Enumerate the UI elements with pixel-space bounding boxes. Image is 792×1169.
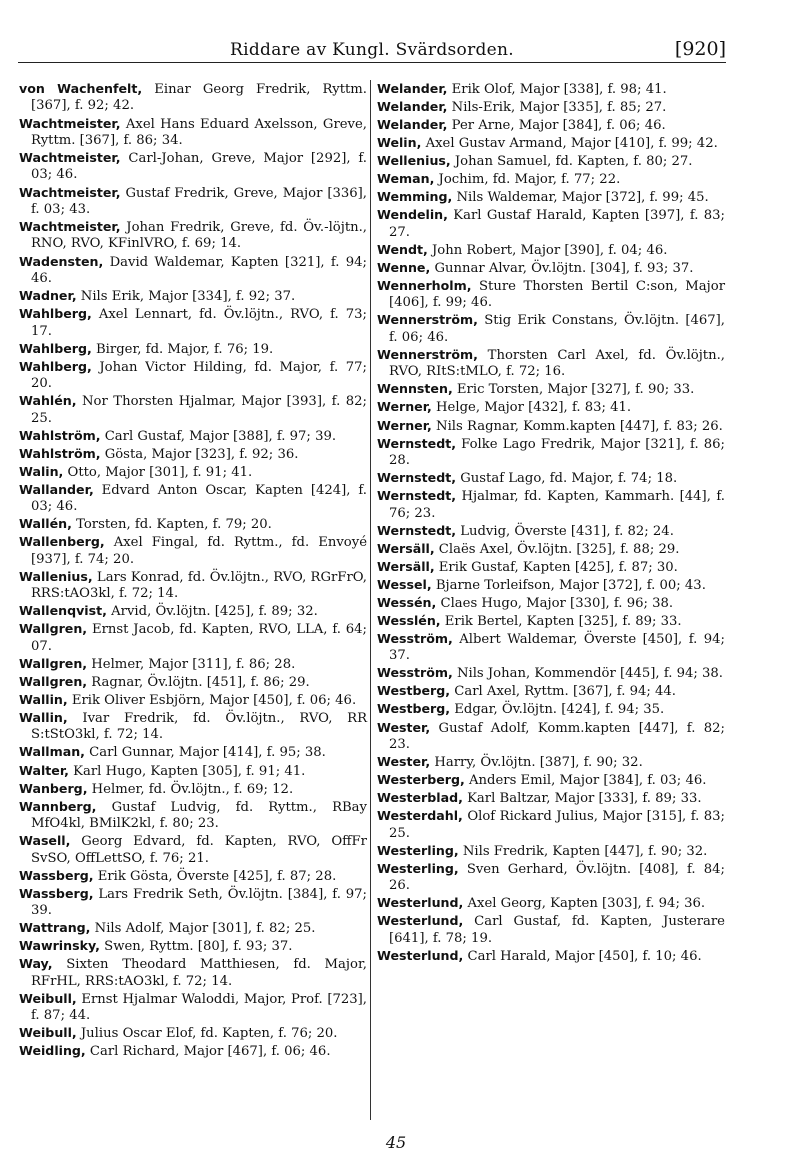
register-entry: [377, 631, 725, 665]
entry-surname: Wennerström,: [377, 312, 478, 328]
entry-details: Axel Fingal, fd. Ryttm., fd. Envoyé [937], f. 74; 20.: [31, 535, 367, 567]
register-entry: [19, 359, 367, 393]
register-entry: [377, 948, 725, 965]
register-entry: [19, 692, 367, 709]
column-divider: [370, 80, 371, 1120]
register-entry: [19, 288, 367, 305]
entry-surname: Wallman,: [19, 744, 85, 760]
register-entry: [377, 260, 725, 277]
register-entry: [19, 656, 367, 673]
entry-details: Lars Fredrik Seth, Öv.löjtn. [384], f. 97; 39.: [31, 886, 367, 919]
entry-surname: Wahlén,: [19, 393, 77, 409]
entry-surname: Welander,: [377, 99, 448, 115]
register-entry: [377, 595, 725, 612]
register-entry: [377, 189, 725, 206]
register-entry: [377, 843, 725, 860]
entry-details: Erik Oliver Esbjörn, Major [450], f. 06; 46.: [67, 692, 357, 708]
entry-details: Nils Erik, Major [334], f. 92; 37.: [76, 289, 296, 304]
entry-surname: Wesslén,: [377, 612, 441, 628]
entry-surname: Wennerholm,: [377, 277, 472, 293]
entry-details: Helge, Major [432], f. 83; 41.: [431, 400, 632, 416]
entry-details: Gustaf Adolf, Komm.kapten [447], f. 82; 23.: [389, 720, 725, 752]
entry-surname: Wahlberg,: [19, 358, 92, 374]
register-entry: [377, 418, 725, 435]
register-entry: [19, 534, 367, 568]
entry-details: Lars Konrad, fd. Öv.löjtn., RVO, RGrFrO, RRS:tAO3kl, f. 72; 14.: [31, 569, 367, 602]
entry-details: Gustaf Fredrik, Greve, Major [336], f. 03; 43.: [31, 185, 367, 217]
entry-details: Claes Hugo, Major [330], f. 96; 38.: [436, 595, 674, 611]
entry-surname: Wallin,: [19, 691, 68, 707]
entry-details: Nils-Erik, Major [335], f. 85; 27.: [447, 100, 667, 116]
entry-surname: Wasell,: [19, 833, 71, 849]
register-entry: [377, 559, 725, 576]
entry-surname: Wellenius,: [377, 153, 451, 169]
entry-surname: Wesström,: [377, 630, 453, 646]
entry-surname: Wennsten,: [377, 381, 453, 397]
register-entry: [19, 516, 367, 533]
entry-surname: Wahlström,: [19, 445, 101, 461]
entry-details: Sture Thorsten Bertil C:son, Major [406], f. 99; 46.: [389, 278, 725, 311]
register-entry: [19, 341, 367, 358]
register-entry: [19, 938, 367, 955]
entry-details: Ludvig, Överste [431], f. 82; 24.: [456, 523, 674, 539]
register-entry: [19, 763, 367, 780]
entry-details: Nils Adolf, Major [301], f. 82; 25.: [90, 921, 316, 937]
entry-details: David Waldemar, Kapten [321], f. 94; 46.: [31, 254, 367, 286]
entry-surname: Wersäll,: [377, 540, 435, 556]
entry-details: Julius Oscar Elof, fd. Kapten, f. 76; 20.: [76, 1026, 338, 1042]
entry-details: Gustaf Ludvig, fd. Ryttm., RBay MfO4kl, BMilK2kl, f. 80; 23.: [31, 799, 367, 832]
register-entry: [377, 577, 725, 594]
entry-details: Sixten Theodard Matthiesen, fd. Major, RFrHL, RRS:tAO3kl, f. 72; 14.: [31, 957, 367, 989]
entry-details: Nils Ragnar, Komm.kapten [447], f. 83; 26.: [431, 418, 723, 434]
register-entry: [377, 207, 725, 241]
entry-surname: Wallin,: [19, 709, 68, 725]
entry-details: Ragnar, Öv.löjtn. [451], f. 86; 29.: [87, 674, 310, 690]
register-entry: [377, 523, 725, 540]
register-entry: [377, 772, 725, 789]
entry-surname: Wessel,: [377, 576, 432, 592]
entry-surname: Wendt,: [377, 241, 428, 257]
entry-details: Ernst Jacob, fd. Kapten, RVO, LLA, f. 64; 07.: [31, 622, 367, 654]
register-entry: [377, 381, 725, 398]
entry-details: Carl Richard, Major [467], f. 06; 46.: [85, 1044, 331, 1060]
entry-surname: Westberg,: [377, 683, 451, 699]
entry-details: Karl Baltzar, Major [333], f. 89; 33.: [462, 791, 702, 807]
register-entry: [19, 956, 367, 990]
entry-surname: Wallgren,: [19, 621, 88, 637]
register-entry: [377, 117, 725, 134]
running-header: [18, 34, 726, 63]
entry-surname: Wallgren,: [19, 655, 88, 671]
entry-surname: Wattrang,: [19, 920, 91, 936]
register-entry: [377, 613, 725, 630]
entry-details: Nils Johan, Kommendör [445], f. 94; 38.: [452, 666, 723, 682]
entry-surname: Westerlund,: [377, 947, 464, 963]
entry-surname: Way,: [19, 956, 53, 972]
entry-surname: Werner,: [377, 399, 432, 415]
entry-surname: Westberg,: [377, 701, 451, 717]
entry-details: Karl Hugo, Kapten [305], f. 91; 41.: [68, 763, 306, 779]
register-entry: [377, 242, 725, 259]
entry-surname: Wannberg,: [19, 798, 97, 814]
entry-surname: Wassberg,: [19, 885, 94, 901]
entry-details: Carl Gustaf, Major [388], f. 97; 39.: [100, 428, 337, 444]
entry-surname: Welin,: [377, 135, 422, 151]
register-entry: [19, 185, 367, 219]
entry-surname: Walin,: [19, 463, 64, 479]
register-entry: [377, 347, 725, 381]
entry-details: Anders Emil, Major [384], f. 03; 46.: [464, 773, 707, 789]
entry-surname: Wawrinsky,: [19, 938, 100, 954]
register-entry: [19, 393, 367, 427]
page-footer-number: 45: [385, 1133, 407, 1152]
entry-surname: Weibull,: [19, 1025, 77, 1041]
register-entry: [377, 754, 725, 771]
register-entry: [377, 171, 725, 188]
entry-surname: Wallén,: [19, 516, 72, 532]
entry-surname: Wahlström,: [19, 427, 101, 443]
register-entry: [19, 710, 367, 744]
entry-surname: Wester,: [377, 754, 431, 770]
register-entry: [377, 312, 725, 346]
register-entry: [19, 81, 367, 115]
entry-details: Eric Torsten, Major [327], f. 90; 33.: [452, 382, 695, 398]
register-entry: [19, 920, 367, 937]
entry-details: Birger, fd. Major, f. 76; 19.: [91, 341, 274, 357]
entry-details: Claës Axel, Öv.löjtn. [325], f. 88; 29.: [434, 541, 680, 557]
entry-surname: Westerlund,: [377, 913, 464, 929]
entry-surname: Wachtmeister,: [19, 115, 121, 131]
register-entry: [377, 436, 725, 470]
entry-surname: Wahlberg,: [19, 306, 92, 322]
register-entry: [19, 833, 367, 867]
page-title: Riddare av Kungl. Svärdsorden.: [230, 40, 514, 60]
register-entry: [19, 1043, 367, 1060]
register-entry: [377, 278, 725, 312]
entry-details: Otto, Major [301], f. 91; 41.: [63, 464, 253, 480]
entry-details: Sven Gerhard, Öv.löjtn. [408], f. 84; 26.: [389, 861, 725, 894]
register-entry: [19, 868, 367, 885]
entry-details: Johan Victor Hilding, fd. Major, f. 77; 20.: [31, 359, 367, 392]
entry-details: Erik Bertel, Kapten [325], f. 89; 33.: [440, 613, 682, 629]
entry-details: Carl-Johan, Greve, Major [292], f. 03; 46.: [31, 151, 367, 183]
entry-surname: Wennerström,: [377, 346, 478, 362]
entry-details: Helmer, Major [311], f. 86; 28.: [87, 656, 296, 672]
register-entry: [19, 254, 367, 288]
entry-surname: Wanberg,: [19, 780, 88, 796]
register-entry: [19, 781, 367, 798]
entry-details: Folke Lago Fredrik, Major [321], f. 86; 28.: [389, 436, 725, 469]
entry-details: Erik Gustaf, Kapten [425], f. 87; 30.: [434, 559, 678, 575]
register-entry: [19, 674, 367, 691]
entry-details: Carl Harald, Major [450], f. 10; 46.: [463, 948, 702, 964]
register-entry: [19, 464, 367, 481]
entry-details: Harry, Öv.löjtn. [387], f. 90; 32.: [430, 755, 643, 771]
entry-details: Einar Georg Fredrik, Ryttm. [367], f. 92; 42.: [31, 82, 367, 114]
entry-details: Axel Lennart, fd. Öv.löjtn., RVO, f. 73; 17.: [31, 307, 367, 339]
entry-surname: Wenne,: [377, 259, 431, 275]
entry-surname: Werner,: [377, 417, 432, 433]
register-entry: [19, 150, 367, 184]
entry-details: Olof Rickard Julius, Major [315], f. 83; 25.: [389, 809, 725, 841]
entry-details: Axel Gustav Armand, Major [410], f. 99; 42.: [421, 136, 718, 152]
entry-surname: Wadner,: [19, 288, 77, 303]
register-entry: [377, 470, 725, 487]
register-entry: [19, 799, 367, 833]
entry-surname: Westerblad,: [377, 790, 463, 806]
register-entry: [19, 482, 367, 516]
entry-details: Stig Erik Constans, Öv.löjtn. [467], f. 06; 46.: [389, 313, 725, 345]
entry-surname: Wemming,: [377, 189, 453, 205]
entry-surname: Wallenius,: [19, 568, 93, 584]
register-entry: [19, 116, 367, 150]
entry-details: Axel Hans Eduard Axelsson, Greve, Ryttm. [367], f. 86; 34.: [31, 116, 367, 148]
entry-details: Edgar, Öv.löjtn. [424], f. 94; 35.: [450, 702, 665, 718]
entry-details: Jochim, fd. Major, f. 77; 22.: [434, 172, 621, 188]
entry-details: Per Arne, Major [384], f. 06; 46.: [447, 118, 666, 134]
entry-details: Helmer, fd. Öv.löjtn., f. 69; 12.: [87, 781, 294, 797]
entry-surname: von Wachenfelt,: [19, 81, 143, 96]
entry-surname: Wachtmeister,: [19, 184, 121, 200]
left-column: [19, 81, 367, 1061]
entry-details: Erik Olof, Major [338], f. 98; 41.: [447, 82, 667, 97]
entry-details: Bjarne Torleifson, Major [372], f. 00; 43.: [431, 577, 706, 593]
register-entry: [19, 621, 367, 655]
register-entry: [19, 219, 367, 253]
entry-details: Gösta, Major [323], f. 92; 36.: [100, 446, 299, 462]
register-entry: [377, 790, 725, 807]
entry-surname: Welander,: [377, 81, 448, 96]
register-entry: [19, 991, 367, 1025]
entry-surname: Westerdahl,: [377, 808, 463, 824]
entry-details: Ivar Fredrik, fd. Öv.löjtn., RVO, RR S:tStO3kl, f. 72; 14.: [31, 710, 367, 743]
register-entry: [19, 886, 367, 920]
entry-surname: Wallenqvist,: [19, 603, 107, 619]
register-entry: [377, 683, 725, 700]
entry-surname: Wahlberg,: [19, 340, 92, 356]
register-entry: [377, 153, 725, 170]
entry-surname: Weidling,: [19, 1043, 86, 1059]
entry-surname: Wester,: [377, 719, 431, 735]
entry-surname: Wadensten,: [19, 253, 104, 269]
register-entry: [377, 720, 725, 754]
entry-details: Carl Gunnar, Major [414], f. 95; 38.: [84, 745, 326, 761]
entry-details: Johan Fredrik, Greve, fd. Öv.-löjtn., RNO, RVO, KFinlVRO, f. 69; 14.: [31, 220, 367, 252]
entry-surname: Wallenberg,: [19, 534, 105, 550]
register-entry: [19, 1025, 367, 1042]
entry-details: Arvid, Öv.löjtn. [425], f. 89; 32.: [106, 604, 318, 620]
entry-surname: Wessén,: [377, 594, 437, 610]
entry-surname: Wersäll,: [377, 558, 435, 574]
entry-surname: Wesström,: [377, 665, 453, 681]
register-entry: [377, 99, 725, 116]
register-entry: [377, 81, 725, 98]
entry-surname: Wernstedt,: [377, 488, 457, 504]
entry-details: Karl Gustaf Harald, Kapten [397], f. 83; 27.: [389, 208, 725, 240]
entry-surname: Wallgren,: [19, 673, 88, 689]
entry-surname: Wassberg,: [19, 867, 94, 883]
entry-surname: Westerberg,: [377, 772, 465, 788]
entry-details: Johan Samuel, fd. Kapten, f. 80; 27.: [450, 154, 693, 170]
register-entry: [19, 603, 367, 620]
entry-details: Carl Gustaf, fd. Kapten, Justerare [641], f. 78; 19.: [389, 914, 725, 946]
entry-surname: Walter,: [19, 762, 69, 778]
entry-details: Torsten, fd. Kapten, f. 79; 20.: [71, 517, 272, 533]
entry-details: Swen, Ryttm. [80], f. 93; 37.: [99, 939, 293, 955]
entry-surname: Wallander,: [19, 481, 94, 497]
entry-details: Nor Thorsten Hjalmar, Major [393], f. 82; 25.: [31, 394, 367, 426]
entry-details: Thorsten Carl Axel, fd. Öv.löjtn., RVO, RItS:tMLO, f. 72; 16.: [389, 347, 725, 380]
entry-surname: Wernstedt,: [377, 435, 457, 451]
register-entry: [19, 446, 367, 463]
entry-details: Nils Fredrik, Kapten [447], f. 90; 32.: [458, 843, 708, 859]
register-entry: [377, 861, 725, 895]
entry-details: Carl Axel, Ryttm. [367], f. 94; 44.: [450, 684, 676, 700]
entry-surname: Weman,: [377, 171, 435, 187]
entry-details: John Robert, Major [390], f. 04; 46.: [427, 242, 668, 258]
entry-details: Edvard Anton Oscar, Kapten [424], f. 03; 46.: [31, 482, 367, 515]
register-entry: [377, 541, 725, 558]
entry-details: Gustaf Lago, fd. Major, f. 74; 18.: [456, 471, 678, 487]
register-entry: [377, 399, 725, 416]
register-entry: [19, 306, 367, 340]
register-entry: [377, 665, 725, 682]
register-entry: [19, 428, 367, 445]
entry-details: Nils Waldemar, Major [372], f. 99; 45.: [452, 190, 709, 206]
right-column: [377, 81, 725, 966]
entry-surname: Wachtmeister,: [19, 219, 121, 234]
register-entry: [377, 488, 725, 522]
bracket-page-number: [920]: [674, 38, 726, 60]
register-entry: [19, 744, 367, 761]
entry-surname: Wernstedt,: [377, 470, 457, 486]
entry-details: Axel Georg, Kapten [303], f. 94; 36.: [463, 896, 706, 912]
entry-details: Georg Edvard, fd. Kapten, RVO, OffFr SvSO, OffLettSO, f. 76; 21.: [31, 834, 367, 866]
entry-details: Ernst Hjalmar Waloddi, Major, Prof. [723], f. 87; 44.: [31, 991, 367, 1024]
register-entry: [377, 701, 725, 718]
register-entry: [377, 913, 725, 947]
register-entry: [377, 895, 725, 912]
entry-surname: Welander,: [377, 117, 448, 133]
entry-surname: Wachtmeister,: [19, 150, 121, 165]
entry-details: Erik Gösta, Överste [425], f. 87; 28.: [93, 868, 337, 884]
register-entry: [377, 135, 725, 152]
entry-details: Albert Waldemar, Överste [450], f. 94; 37.: [389, 631, 725, 664]
entry-surname: Wendelin,: [377, 207, 448, 223]
register-entry: [377, 808, 725, 842]
entry-surname: Weibull,: [19, 990, 77, 1006]
entry-surname: Westerlund,: [377, 895, 464, 911]
entry-details: Gunnar Alvar, Öv.löjtn. [304], f. 93; 37.: [430, 260, 694, 276]
entry-surname: Wernstedt,: [377, 522, 457, 538]
entry-details: Hjalmar, fd. Kapten, Kammarh. [44], f. 76; 23.: [389, 489, 725, 521]
entry-surname: Westerling,: [377, 860, 459, 876]
register-entry: [19, 569, 367, 603]
entry-surname: Westerling,: [377, 842, 459, 858]
